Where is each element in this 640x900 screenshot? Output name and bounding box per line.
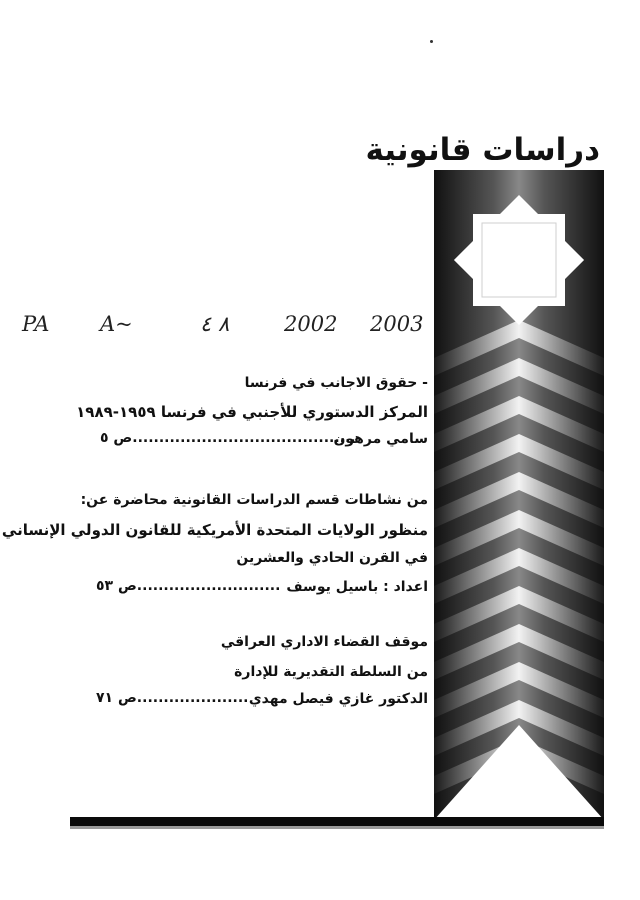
bottom-rule — [70, 817, 604, 826]
article-3-page-ref: .....................ص ٧١ — [96, 690, 249, 706]
bottom-rule-shadow — [70, 826, 604, 829]
article-2-title: منظور الولايات المتحدة الأمريكية للقانون الدولي الإنساني — [1, 521, 428, 539]
article-1-page-ref: ..........................................ص ٥ — [100, 430, 356, 446]
handwritten-note-5: 2003 — [370, 312, 424, 336]
article-1-title: - حقوق الاجانب في فرنسا — [244, 375, 428, 391]
handwritten-note-1: PA — [22, 312, 50, 336]
article-3-subtitle: من السلطة التقديرية للإدارة — [234, 664, 428, 680]
decorative-chevron-panel — [434, 170, 604, 820]
article-2-page-ref: ...........................ص ٥٣ — [96, 578, 281, 594]
article-2-author: اعداد : باسيل يوسف — [286, 579, 428, 595]
eight-point-star-icon — [454, 195, 584, 325]
article-3-title: موقف القضاء الاداري العراقي — [220, 634, 428, 650]
article-2-section: من نشاطات قسم الدراسات القانونية محاضرة عن: — [80, 492, 428, 508]
article-1-author: سامي مرهون — [333, 431, 428, 447]
handwritten-note-3: ٨ ٤ — [200, 312, 230, 336]
article-2-title-cont: في القرن الحادي والعشرين — [236, 550, 428, 566]
article-3-author: الدكتور غازي فيصل مهدي — [248, 691, 428, 707]
journal-title: دراسات قانونية — [365, 132, 600, 168]
handwritten-note-2: A~ — [100, 312, 133, 336]
paper-speck — [430, 40, 433, 43]
handwritten-note-4: 2002 — [284, 312, 338, 336]
article-1-subtitle: المركز الدستوري للأجنبي في فرنسا ١٩٥٩-١٩٨٩ — [76, 403, 428, 421]
